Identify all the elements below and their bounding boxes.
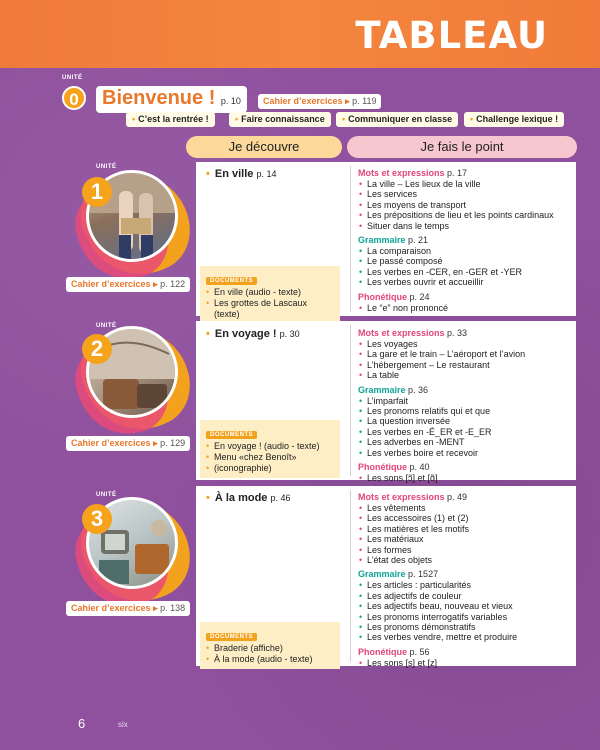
pill-label: Communiquer en classe bbox=[348, 114, 453, 124]
unit3-documents bbox=[200, 622, 340, 669]
unit2-badge-label: UNITÉ bbox=[96, 323, 117, 329]
list-item: • Les sons [s] et [z] bbox=[358, 658, 573, 668]
bullet-icon: • bbox=[470, 114, 474, 124]
pill-label: C’est la rentrée ! bbox=[138, 114, 209, 124]
bullet-icon: • bbox=[342, 114, 346, 124]
unit1-documents bbox=[200, 266, 340, 324]
list-item: • Les services bbox=[358, 189, 573, 199]
list-item: • L’état des objets bbox=[358, 555, 573, 565]
page-title: TABLEAU bbox=[355, 14, 548, 57]
list-item: • Le “e” non prononcé bbox=[358, 303, 573, 313]
list-item: • Les moyens de transport bbox=[358, 200, 573, 210]
list-item: • La ville – Les lieux de la ville bbox=[358, 179, 573, 189]
unit2-gram-title: Grammaire p. 36 bbox=[358, 384, 429, 395]
unit3-cahier-page: p. 138 bbox=[160, 603, 186, 613]
arrow-right-icon: ▸ bbox=[345, 96, 350, 106]
list-item: • Les verbes boire et recevoir bbox=[358, 448, 573, 458]
unit2-lesson-page: p. 30 bbox=[279, 329, 300, 339]
list-item: • L’hébergement – Le restaurant bbox=[358, 360, 573, 370]
unit1-lesson-title: En ville bbox=[214, 168, 254, 180]
bullet-icon: • bbox=[206, 168, 210, 180]
unit3-right-block bbox=[358, 492, 573, 668]
unit0-badge-label: UNITÉ bbox=[62, 75, 83, 81]
list-item: • Les accessoires (1) et (2) bbox=[358, 513, 573, 523]
unit1-gram-title: Grammaire p. 21 bbox=[358, 235, 429, 246]
unit2-cahier-label: Cahier d’exercices bbox=[71, 438, 151, 448]
column-header-je-fais-le-point: Je fais le point bbox=[347, 136, 577, 158]
unit1-doc-item: • Les grottes de Lascaux (texte) bbox=[206, 298, 334, 320]
unit1-lesson-page: p. 14 bbox=[256, 169, 277, 179]
documents-tag: DOCUMENTS bbox=[206, 633, 257, 641]
list-item: • Les adjectifs de couleur bbox=[358, 591, 573, 601]
page-number-word: six bbox=[118, 720, 128, 729]
list-item: • Les articles : particularités bbox=[358, 580, 573, 590]
list-item: • Les verbes vendre, mettre et produire bbox=[358, 632, 573, 642]
unit0-cahier-page: p. 119 bbox=[352, 96, 377, 106]
unit0-cahier-link[interactable] bbox=[258, 94, 381, 109]
page-number: 6 bbox=[78, 716, 86, 731]
list-item: • La comparaison bbox=[358, 246, 573, 256]
unit3-mots-title: Mots et expressions p. 49 bbox=[358, 492, 468, 502]
list-item: • Le passé composé bbox=[358, 256, 573, 266]
bullet-icon: • bbox=[206, 492, 210, 504]
list-item: • La gare et le train – L’aéroport et l’avion bbox=[358, 349, 573, 359]
unit3-phon-title: Phonétique p. 56 bbox=[358, 646, 430, 657]
unit2-cahier-link[interactable] bbox=[66, 436, 190, 451]
unit2-doc-item-cont: • (iconographie) bbox=[206, 463, 334, 474]
unit0-title-box[interactable] bbox=[96, 86, 247, 113]
unit0-page: p. 10 bbox=[220, 96, 241, 106]
unit2-phon-title: Phonétique p. 40 bbox=[358, 462, 430, 473]
unit3-divider bbox=[350, 490, 351, 662]
unit0-cahier-label: Cahier d’exercices bbox=[263, 96, 343, 106]
unit3-badge-label: UNITÉ bbox=[96, 492, 117, 498]
bullet-icon: • bbox=[132, 114, 136, 124]
unit1-badge-label: UNITÉ bbox=[96, 164, 117, 170]
list-item: • Les verbes en -É_ER et -E_ER bbox=[358, 427, 573, 437]
unit3-lesson[interactable] bbox=[206, 492, 291, 504]
list-item: • Les adverbes en -MENT bbox=[358, 437, 573, 447]
list-item: • La table bbox=[358, 370, 573, 380]
list-item: • Les pronoms interrogatifs variables bbox=[358, 612, 573, 622]
unit1-divider bbox=[350, 166, 351, 312]
list-item: • Les verbes ouvrir et accueillir bbox=[358, 277, 573, 287]
unit3-lesson-title: À la mode bbox=[214, 492, 268, 504]
unit0-pill-challenge[interactable] bbox=[464, 112, 564, 127]
unit2-mots-title: Mots et expressions p. 33 bbox=[358, 328, 468, 338]
unit0-pill-connaissance[interactable] bbox=[229, 112, 331, 127]
unit1-cahier-label: Cahier d’exercices bbox=[71, 279, 151, 289]
list-item: • Les voyages bbox=[358, 339, 573, 349]
unit3-doc-item: • Braderie (affiche) bbox=[206, 643, 334, 654]
unit0-title: Bienvenue ! bbox=[102, 87, 216, 109]
list-item: • Situer dans le temps bbox=[358, 221, 573, 231]
list-item: • Les adjectifs beau, nouveau et vieux bbox=[358, 601, 573, 611]
pill-label: Challenge lexique ! bbox=[476, 114, 559, 124]
list-item: • La question inversée bbox=[358, 416, 573, 426]
pill-label: Faire connaissance bbox=[241, 114, 325, 124]
list-item: • L’imparfait bbox=[358, 396, 573, 406]
unit3-cahier-link[interactable] bbox=[66, 601, 190, 616]
unit2-lesson[interactable] bbox=[206, 328, 300, 340]
unit1-doc-item: • En ville (audio - texte) bbox=[206, 287, 334, 298]
unit2-number-badge: 2 bbox=[82, 334, 112, 364]
unit1-cahier-page: p. 122 bbox=[160, 279, 186, 289]
unit3-number-badge: 3 bbox=[82, 504, 112, 534]
list-item: • Les formes bbox=[358, 545, 573, 555]
column-header-je-decouvre: Je découvre bbox=[186, 136, 342, 158]
list-item: • Les verbes en -CER, en -GER et -YER bbox=[358, 267, 573, 277]
unit3-lesson-page: p. 46 bbox=[270, 493, 291, 503]
unit1-lesson[interactable] bbox=[206, 168, 276, 180]
unit0-number-badge: 0 bbox=[62, 86, 86, 110]
list-item: • Les pronoms démonstratifs bbox=[358, 622, 573, 632]
unit1-number-badge: 1 bbox=[82, 177, 112, 207]
list-item: • Les pronoms relatifs qui et que bbox=[358, 406, 573, 416]
bullet-icon: • bbox=[235, 114, 239, 124]
unit1-phon-title: Phonétique p. 24 bbox=[358, 291, 430, 302]
unit3-doc-item: • À la mode (audio - texte) bbox=[206, 654, 334, 665]
unit0-pill-communiquer[interactable] bbox=[336, 112, 458, 127]
unit2-documents bbox=[200, 420, 340, 478]
unit3-gram-title: Grammaire p. 1527 bbox=[358, 569, 439, 580]
list-item: • Les prépositions de lieu et les points cardinaux bbox=[358, 210, 573, 220]
list-item: • Les sons [ɔ̃] et [ɑ̃] bbox=[358, 473, 573, 483]
documents-tag: DOCUMENTS bbox=[206, 431, 257, 439]
unit3-cahier-label: Cahier d’exercices bbox=[71, 603, 151, 613]
bullet-icon: • bbox=[206, 328, 210, 340]
unit2-right-block bbox=[358, 328, 573, 483]
unit2-doc-item: • En voyage ! (audio - texte) bbox=[206, 441, 334, 452]
list-item: • Les matières et les motifs bbox=[358, 524, 573, 534]
unit2-doc-item: • Menu «chez Benoît» bbox=[206, 452, 334, 463]
documents-tag: DOCUMENTS bbox=[206, 277, 257, 285]
unit1-right-block bbox=[358, 168, 573, 313]
unit2-cahier-page: p. 129 bbox=[160, 438, 186, 448]
unit1-cahier-link[interactable] bbox=[66, 277, 190, 292]
unit1-mots-title: Mots et expressions p. 17 bbox=[358, 168, 468, 178]
list-item: • Les matériaux bbox=[358, 534, 573, 544]
unit0-pill-rentree[interactable] bbox=[126, 112, 215, 127]
arrow-right-icon: ▸ bbox=[153, 603, 158, 613]
unit2-lesson-title: En voyage ! bbox=[214, 328, 277, 340]
list-item: • Les vêtements bbox=[358, 503, 573, 513]
arrow-right-icon: ▸ bbox=[153, 438, 158, 448]
arrow-right-icon: ▸ bbox=[153, 279, 158, 289]
unit2-divider bbox=[350, 325, 351, 476]
